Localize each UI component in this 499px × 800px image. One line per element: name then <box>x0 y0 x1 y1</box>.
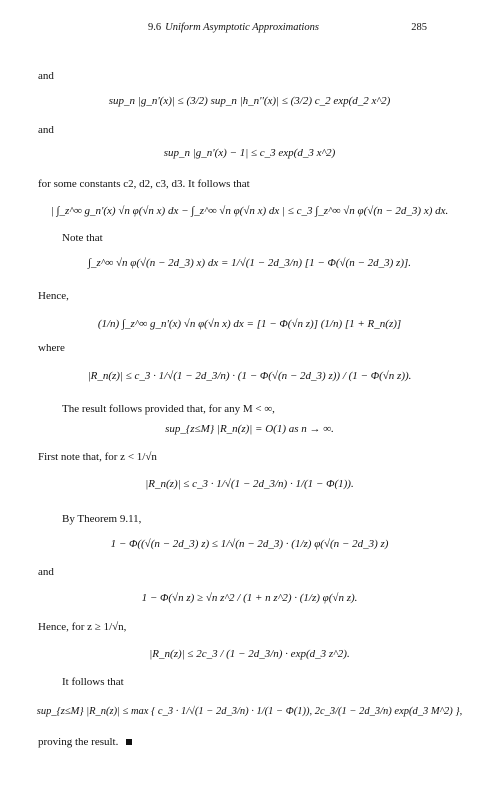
section-title <box>148 22 319 33</box>
equation-5: (1/n) ∫_z^∞ g_n'(x) √n φ(√n x) dx = [1 − Φ(√n z)] (1/n) [1 + R_n(z)] <box>97 318 402 330</box>
equation-6: |R_n(z)| ≤ c_3 · 1/√(1 − 2d_3/n) · (1 − Φ(√(n − 2d_3) z)) / (1 − Φ(√n z)). <box>87 370 412 382</box>
text-by-theorem: By Theorem 9.11, <box>62 513 142 525</box>
equation-4: ∫_z^∞ √n φ(√(n − 2d_3) x) dx = 1/√(1 − 2d_3/n) [1 − Φ(√(n − 2d_3) z)]. <box>87 257 412 269</box>
equation-1: sup_n |g_n'(x)| ≤ (3/2) sup_n |h_n''(x)| ≤ (3/2) c_2 exp(d_2 x^2) <box>108 95 391 107</box>
qed-square-icon <box>126 739 132 745</box>
equation-2: sup_n |g_n'(x) − 1| ≤ c_3 exp(d_3 x^2) <box>163 147 336 159</box>
text-and-2: and <box>38 124 54 136</box>
text-hence-1: Hence, <box>38 290 69 302</box>
page-number: 285 <box>411 22 427 33</box>
text-constants: for some constants c2, d2, c3, d3. It follows that <box>38 178 250 190</box>
text-hence-2: Hence, for z ≥ 1/√n, <box>38 621 127 633</box>
equation-3: | ∫_z^∞ g_n'(x) √n φ(√n x) dx − ∫_z^∞ √n φ(√n x) dx | ≤ c_3 ∫_z^∞ √n φ(√(n − 2d_3) x) dx. <box>50 205 449 217</box>
text-proving <box>38 736 132 748</box>
text-result-follows: The result follows provided that, for any M < ∞, <box>62 403 275 415</box>
equation-10: 1 − Φ(√n z) ≥ √n z^2 / (1 + n z^2) · (1/z) φ(√n z). <box>141 592 358 604</box>
text-where: where <box>38 342 65 354</box>
section-title-text: Uniform Asymptotic Approximations <box>165 22 319 33</box>
text-and-3: and <box>38 566 54 578</box>
equation-8: |R_n(z)| ≤ c_3 · 1/√(1 − 2d_3/n) · 1/(1 − Φ(1)). <box>145 478 354 490</box>
section-number: 9.6 <box>148 22 162 33</box>
text-first-note: First note that, for z < 1/√n <box>38 451 157 463</box>
text-and-1: and <box>38 70 54 82</box>
text-note-that: Note that <box>62 232 103 244</box>
text-proving-label: proving the result. <box>38 736 119 748</box>
text-it-follows: It follows that <box>62 676 124 688</box>
equation-11: |R_n(z)| ≤ 2c_3 / (1 − 2d_3/n) · exp(d_3 z^2). <box>149 648 350 660</box>
equation-9: 1 − Φ((√(n − 2d_3) z) ≤ 1/√(n − 2d_3) · (1/z) φ(√(n − 2d_3) z) <box>110 538 389 550</box>
equation-7: sup_{z≤M} |R_n(z)| = O(1) as n → ∞. <box>165 423 334 435</box>
equation-12: sup_{z≤M} |R_n(z)| ≤ max { c_3 · 1/√(1 − 2d_3/n) · 1/(1 − Φ(1)), 2c_3/(1 − 2d_3/n) exp(d_3 M^2) }, <box>36 706 463 717</box>
